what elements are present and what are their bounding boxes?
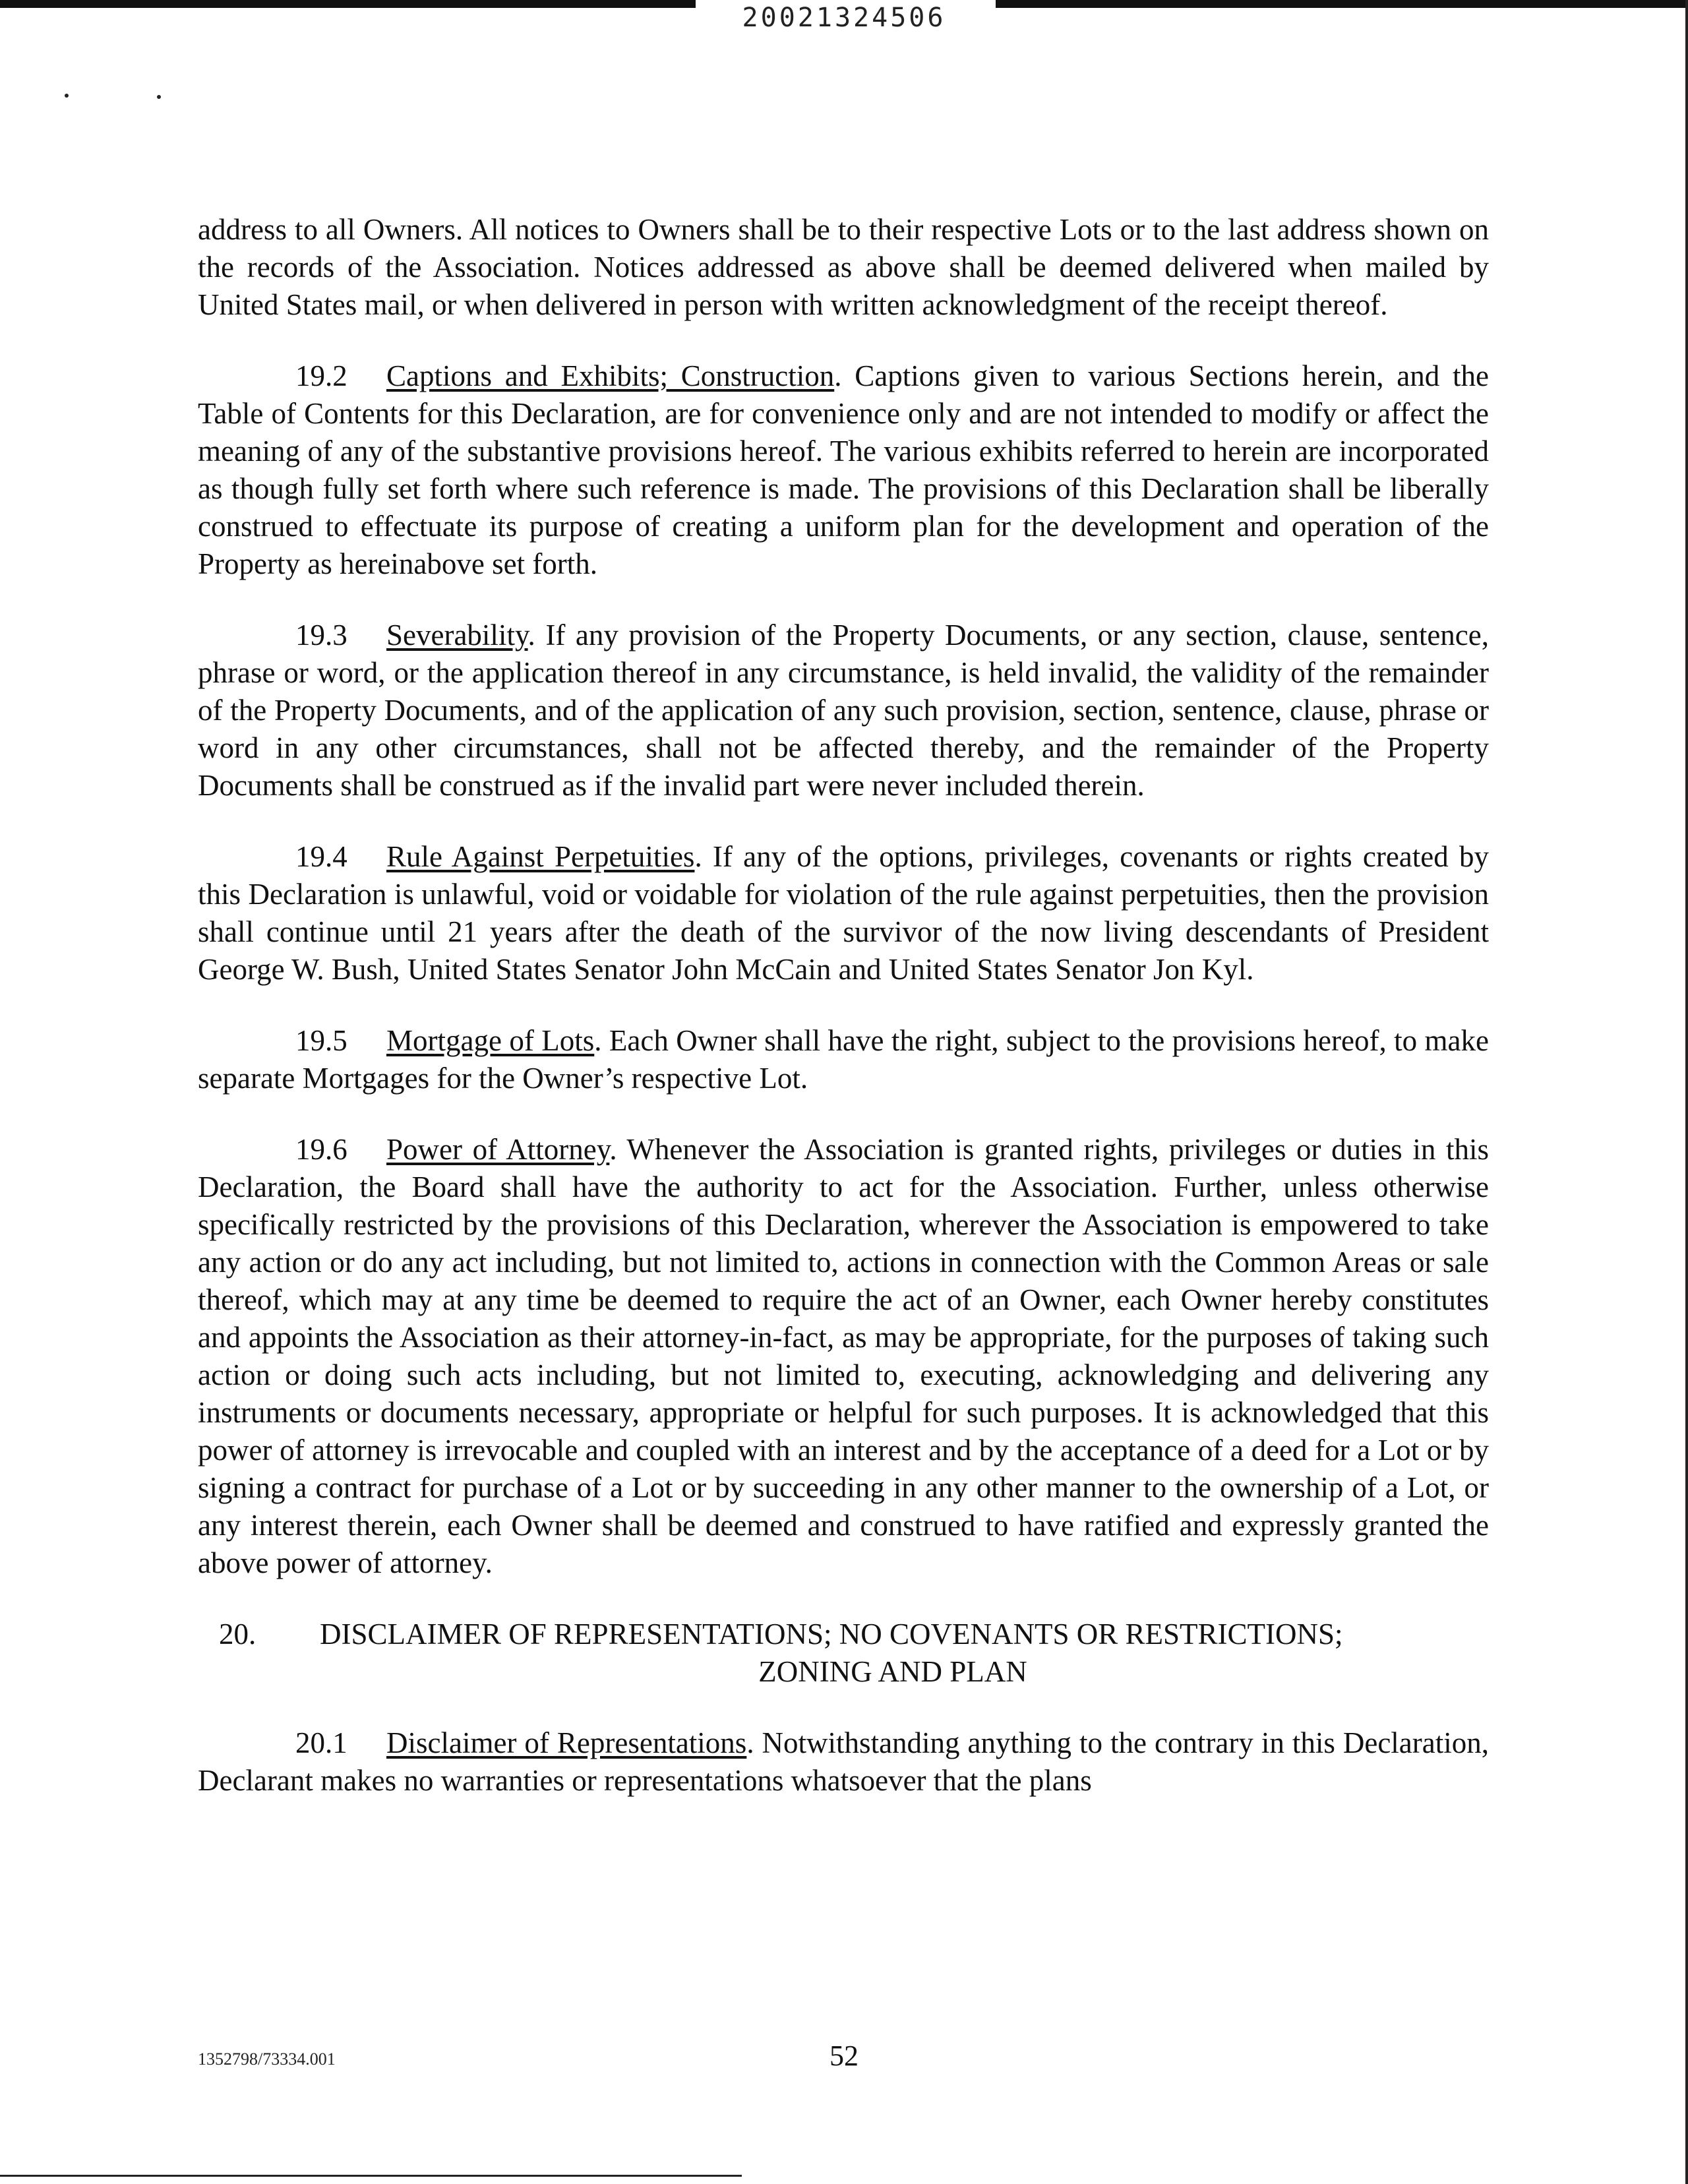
section-title: Mortgage of Lots <box>386 1024 595 1057</box>
section-text: . If any provision of the Property Documents, or any section, clause, sentence, phrase or word, or the application thereof in any circumstance, is held invalid, the validity of the remainder of the Property Documents, and of the application of any such provision, section, sentence, clause, phrase or word in any other circumstances, shall not be affected thereby, and the remainder of the Property Documents shall be construed as if the invalid part were never included therein. <box>198 619 1489 802</box>
section-text: . Captions given to various Sections herein, and the Table of Contents for this Declaration, are for convenience only and are not intended to modify or affect the meaning of any of the substantive provisions hereof. The various exhibits referred to herein are incorporated as though fully set forth where such reference is made. The provisions of this Declaration shall be liberally construed to effectuate its purpose of creating a uniform plan for the development and operation of the Property as hereinabove set forth. <box>198 359 1489 580</box>
document-body <box>198 211 1489 1833</box>
section-19-6 <box>198 1131 1489 1582</box>
section-20-1 <box>198 1724 1489 1800</box>
section-title: Power of Attorney <box>386 1133 610 1166</box>
section-19-2 <box>198 357 1489 583</box>
page-number: 52 <box>829 2040 859 2072</box>
section-19-4 <box>198 838 1489 988</box>
section-title: Rule Against Perpetuities <box>386 840 695 873</box>
section-title: Disclaimer of Representations <box>386 1726 747 1759</box>
article-number: 20. <box>219 1618 256 1651</box>
section-number: 20.1 <box>295 1726 347 1759</box>
paragraph-continuation: address to all Owners. All notices to Owners shall be to their respective Lots or to the last address shown on the records of the Association. Notices addressed as above shall be deemed delivered when mailed by United States mail, or when delivered in person with written acknowledgment of the receipt thereof. <box>198 213 1489 321</box>
section-number: 19.5 <box>295 1024 347 1057</box>
section-text: . Notwithstanding anything to the contrary in this Declaration, Declarant makes no warranties or representations whatsoever that the plans <box>198 1726 1489 1797</box>
section-title: Captions and Exhibits; Construction <box>386 359 835 392</box>
article-title-line-1: DISCLAIMER OF REPRESENTATIONS; NO COVENANTS OR RESTRICTIONS; <box>320 1618 1343 1651</box>
footer-document-id: 1352798/73334.001 <box>198 2049 336 2069</box>
recording-number: 20021324506 <box>742 3 946 33</box>
section-title: Severability <box>386 619 528 652</box>
scan-bottom-border <box>0 2175 742 2177</box>
article-title-line-2: ZONING AND PLAN <box>758 1655 1027 1688</box>
scan-speck <box>157 95 161 99</box>
article-20-heading <box>198 1616 1489 1691</box>
section-number: 19.6 <box>295 1133 347 1166</box>
section-text: . Each Owner shall have the right, subject to the provisions hereof, to make separate Mortgages for the Owner’s respective Lot. <box>198 1024 1489 1095</box>
section-number: 19.2 <box>295 359 347 392</box>
section-19-5 <box>198 1022 1489 1097</box>
section-number: 19.4 <box>295 840 347 873</box>
section-19-3 <box>198 617 1489 804</box>
scan-right-border <box>1685 0 1688 2184</box>
section-text: . If any of the options, privileges, covenants or rights created by this Declaration is unlawful, void or voidable for violation of the rule against perpetuities, then the provision shall continue until 21 years after the death of the survivor of the now living descendants of President George W. Bush, United States Senator John McCain and United States Senator Jon Kyl. <box>198 840 1489 986</box>
section-text: . Whenever the Association is granted rights, privileges or duties in this Declaration, the Board shall have the authority to act for the Association. Further, unless otherwise specifically restricted by the provisions of this Declaration, wherever the Association is empowered to take any action or do any act including, but not limited to, actions in connection with the Common Areas or sale thereof, which may at any time be deemed to require the act of an Owner, each Owner hereby constitutes and appoints the Association as their attorney-in-fact, as may be appropriate, for the purposes of taking such action or doing such acts including, but not limited to, executing, acknowledging and delivering any instruments or documents necessary, appropriate or helpful for such purposes. It is acknowledged that this power of attorney is irrevocable and coupled with an interest and by the acceptance of a deed for a Lot or by signing a contract for purchase of a Lot or by succeeding in any other manner to the ownership of a Lot, or any interest therein, each Owner shall be deemed and construed to have ratified and expressly granted the above power of attorney. <box>198 1133 1489 1579</box>
section-number: 19.3 <box>295 619 347 652</box>
scan-speck <box>65 94 69 98</box>
